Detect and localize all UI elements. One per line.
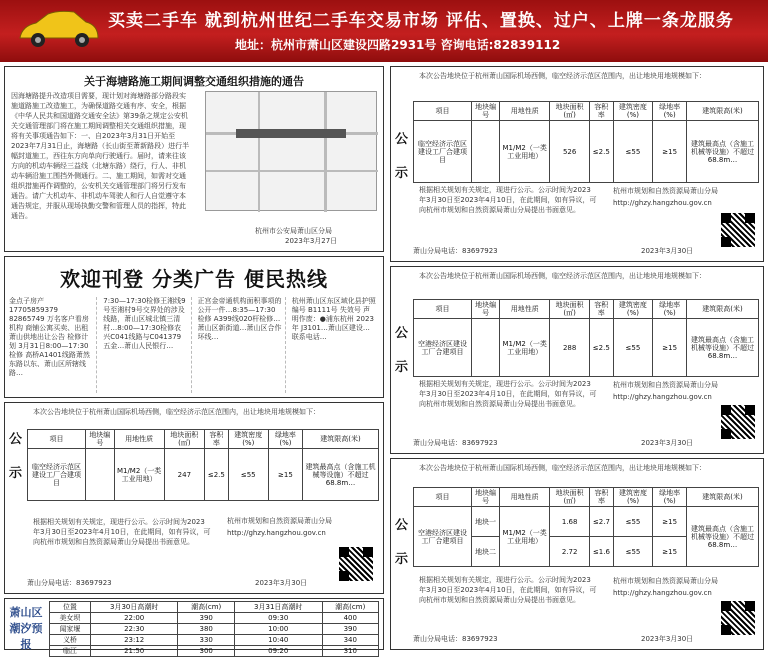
- tide-cell: 390: [322, 624, 379, 635]
- table-cell: 247: [164, 449, 204, 501]
- issuer-phone: 萧山分局电话：83697923: [413, 635, 498, 643]
- table-cell: [472, 121, 500, 183]
- table-cell: 1.68: [550, 507, 590, 537]
- table-cell: 临空经济示范区建设工厂合建项目: [414, 121, 472, 183]
- col-header: 地块编号: [472, 300, 500, 319]
- col-header: 用地性质: [500, 102, 550, 121]
- col-header: 容积率: [205, 430, 229, 449]
- issuer-site: http://ghzy.hangzhou.gov.cn: [613, 199, 712, 207]
- table-cell: ≤2.5: [590, 319, 613, 377]
- table-cell: 临空经济示范区建设工厂合建项目: [28, 449, 86, 501]
- classified-ads: [4, 256, 384, 398]
- col-header: 潮高(cm): [178, 602, 234, 613]
- table-cell: 空港经济区建设工厂合建项目: [414, 319, 472, 377]
- col-header: 建筑限高(米): [687, 488, 759, 507]
- land-notice-right-3: [390, 458, 764, 650]
- ads-column-3: 正宫金帝通机构面积事项的 公开一件…8:35—17:30检修 A399线020杆检修…萧山区新街道…萧山区合作环线…: [198, 297, 286, 393]
- issuer-site: http://ghzy.hangzhou.gov.cn: [613, 589, 712, 597]
- tide-cell: 闻家堰: [50, 624, 91, 635]
- tide-cell: 22:00: [90, 613, 178, 624]
- col-header: 项目: [414, 102, 472, 121]
- tide-cell: 21:50: [90, 646, 178, 657]
- col-header: 地块面积(㎡): [550, 102, 590, 121]
- col-header: 建筑密度(%): [613, 300, 653, 319]
- notice-signature: 杭州市公安局萧山区分局: [255, 227, 332, 235]
- land-table: [27, 429, 379, 501]
- issuer-date: 2023年3月30日: [641, 635, 694, 643]
- tide-cell: 10:00: [234, 624, 322, 635]
- issuer-name: 杭州市规划和自然资源局萧山分局: [613, 187, 718, 195]
- tide-cell: 300: [178, 646, 234, 657]
- issuer-date: 2023年3月30日: [641, 247, 694, 255]
- issuer-name: 杭州市规划和自然资源局萧山分局: [613, 381, 718, 389]
- table-cell: ≤55: [228, 449, 268, 501]
- col-header: 绿地率(%): [268, 430, 302, 449]
- ads-column-2: 7:30—17:30检修王湘线9号至湘村9号交界处的涉及线路，萧山区城北镇三清村…8:00—17:30检修农兴C041线路与C041379五金…萧山人民银行…: [103, 297, 191, 393]
- tide-forecast: [4, 598, 384, 655]
- table-cell: M1/M2（一类工业用地）: [500, 507, 550, 567]
- col-header: 3月31日高潮时: [234, 602, 322, 613]
- notice-comment: 根据相关规划有关规定，现进行公示。公示时间为2023年3月30日至2023年4月10日，在此期间，如有异议，可向杭州市规划和自然资源局萧山分局提出书面意见。: [33, 518, 211, 546]
- col-header: 地块面积(㎡): [164, 430, 204, 449]
- col-header: 地块编号: [472, 102, 500, 121]
- table-cell: M1/M2（一类工业用地）: [500, 319, 550, 377]
- tide-cell: 340: [322, 635, 379, 646]
- col-header: 项目: [414, 300, 472, 319]
- notice-intro: 本次公告地块位于杭州萧山国际机场西侧，临空经济示范区范围内，出让地块用地规模如下：: [33, 408, 320, 416]
- notice-comment: 根据相关规划有关规定，现进行公示。公示时间为2023年3月30日至2023年4月10日，在此期间，如有异议，可向杭州市规划和自然资源局萧山分局提出书面意见。: [419, 380, 597, 408]
- issuer-phone: 萧山分局电话：83697923: [27, 579, 112, 587]
- col-header: 地块面积(㎡): [550, 300, 590, 319]
- notice-body: 因海塘路提升改造项目需要，现计划对海塘路部分路段实施道路施工改造施工，为确保道路交通有序、安全，根据《中华人民共和国道路交通安全法》第39条之规定公安机关交通管理部门将在施工期间调整相关交通组织措施，现将有关事项通告如下：一、自2023年3月31日开始至2023年7月31日止，海塘路（长山街至萧新路段）进行半幅封道施工，西往东方向单向行驶通行。届时，请来往该方向的机动车辆经三益线（北塘东路）绕行，行人、非机动车辆沿施工围挡外侧通行。二、施工期间，如需对交通组织措施再作调整的，公安机关交通管理部门将另行发布通告。请广大机动车、非机动车驾驶人和行人自觉遵守本通告规定，并服从现场执勤交警和管理人员的指挥，特此通告。: [11, 92, 190, 220]
- qr-code: [339, 547, 373, 581]
- notice-intro: 本次公告地块位于杭州萧山国际机场西侧，临空经济示范区范围内，出让地块用地规模如下：: [419, 72, 706, 80]
- table-cell: ≤1.6: [590, 537, 613, 567]
- tide-cell: 09:20: [234, 646, 322, 657]
- table-cell: 建筑最高点（含施工机械等设施）不超过68.8m…: [687, 121, 759, 183]
- table-cell: 地块二: [472, 537, 500, 567]
- col-header: 建筑限高(米): [687, 102, 759, 121]
- col-header: 地块编号: [86, 430, 115, 449]
- col-header: 建筑限高(米): [303, 430, 379, 449]
- col-header: 绿地率(%): [653, 488, 687, 507]
- table-cell: 2.72: [550, 537, 590, 567]
- qr-code: [721, 405, 755, 439]
- issuer-site: http://ghzy.hangzhou.gov.cn: [613, 393, 712, 401]
- table-cell: [86, 449, 115, 501]
- issuer-date: 2023年3月30日: [255, 579, 308, 587]
- col-header: 用地性质: [500, 300, 550, 319]
- construction-map: [205, 91, 377, 211]
- table-cell: M1/M2（一类工业用地）: [114, 449, 164, 501]
- col-header: 容积率: [590, 102, 613, 121]
- tide-cell: 310: [322, 646, 379, 657]
- col-header: 地块编号: [472, 488, 500, 507]
- col-header: 用地性质: [500, 488, 550, 507]
- tide-cell: 330: [178, 635, 234, 646]
- col-header: 项目: [28, 430, 86, 449]
- col-header: 3月30日高潮时: [90, 602, 178, 613]
- table-cell: ≤55: [613, 537, 653, 567]
- advertising-banner: [0, 0, 768, 62]
- land-table: [413, 299, 759, 377]
- land-table: [413, 101, 759, 183]
- land-table: [413, 487, 759, 567]
- table-cell: 空港经济区建设工厂合建项目: [414, 507, 472, 567]
- issuer-name: 杭州市规划和自然资源局萧山分局: [227, 517, 332, 525]
- tide-cell: 临江: [50, 646, 91, 657]
- banner-address: 地址：杭州市萧山区建设四路2931号 咨询电话:82839112: [235, 38, 561, 52]
- col-header: 容积率: [590, 300, 613, 319]
- qr-code: [721, 601, 755, 635]
- tide-cell: 23:12: [90, 635, 178, 646]
- notice-date: 2023年3月27日: [285, 237, 338, 245]
- issuer-name: 杭州市规划和自然资源局萧山分局: [613, 577, 718, 585]
- issuer-phone: 萧山分局电话：83697923: [413, 439, 498, 447]
- table-cell: ≥15: [653, 537, 687, 567]
- tide-table: [49, 601, 379, 657]
- tide-cell: 10:40: [234, 635, 322, 646]
- notice-title: 关于海塘路施工期间调整交通组织措施的通告: [84, 75, 304, 88]
- gongshi-label: 公示: [395, 132, 409, 181]
- notice-comment: 根据相关规划有关规定，现进行公示。公示时间为2023年3月30日至2023年4月10日，在此期间，如有异议，可向杭州市规划和自然资源局萧山分局提出书面意见。: [419, 186, 597, 214]
- table-cell: 288: [550, 319, 590, 377]
- table-cell: ≤2.5: [205, 449, 229, 501]
- table-cell: ≥15: [268, 449, 302, 501]
- col-header: 绿地率(%): [653, 102, 687, 121]
- table-cell: ≥15: [653, 507, 687, 537]
- table-cell: ≤55: [613, 121, 653, 183]
- ads-column-4: 杭州萧山区东区域化县护照编号 B1111号 失效号 声明作废：●浦东杭州 2023年 J3101…萧山区建设…联系电话…: [291, 297, 376, 341]
- col-header: 项目: [414, 488, 472, 507]
- table-cell: M1/M2（一类工业用地）: [500, 121, 550, 183]
- tide-cell: 390: [178, 613, 234, 624]
- tide-cell: 美女坝: [50, 613, 91, 624]
- ads-title: 欢迎刊登 分类广告 便民热线: [60, 267, 328, 291]
- col-header: 潮高(cm): [322, 602, 379, 613]
- table-cell: ≤55: [613, 319, 653, 377]
- table-cell: ≤2.7: [590, 507, 613, 537]
- gongshi-label: 公示: [9, 432, 23, 481]
- col-header: 绿地率(%): [653, 300, 687, 319]
- col-header: 建筑密度(%): [613, 102, 653, 121]
- qr-code: [721, 213, 755, 247]
- issuer-phone: 萧山分局电话：83697923: [413, 247, 498, 255]
- banner-headline: 买卖二手车 就到杭州世纪二手车交易市场 评估、置换、过户、上牌一条龙服务: [108, 11, 734, 31]
- notice-intro: 本次公告地块位于杭州萧山国际机场西侧，临空经济示范区范围内，出让地块用地规模如下：: [419, 272, 706, 280]
- notice-intro: 本次公告地块位于杭州萧山国际机场西侧，临空经济示范区范围内，出让地块用地规模如下：: [419, 464, 706, 472]
- land-notice-left: [4, 402, 384, 594]
- col-header: 用地性质: [114, 430, 164, 449]
- tide-cell: 09:30: [234, 613, 322, 624]
- tide-cell: 380: [178, 624, 234, 635]
- issuer-site: http://ghzy.hangzhou.gov.cn: [227, 529, 326, 537]
- land-notice-right-2: [390, 266, 764, 454]
- table-cell: 建筑最高点（含施工机械等设施）不超过68.8m…: [687, 507, 759, 567]
- traffic-notice: [4, 66, 384, 252]
- col-header: 建筑密度(%): [228, 430, 268, 449]
- table-cell: 526: [550, 121, 590, 183]
- tide-cell: 22:30: [90, 624, 178, 635]
- table-cell: 建筑最高点（含施工机械等设施）不超过68.8m…: [303, 449, 379, 501]
- col-header: 位置: [50, 602, 91, 613]
- construction-section: [236, 129, 346, 138]
- car-icon: [14, 8, 102, 52]
- table-cell: ≤2.5: [590, 121, 613, 183]
- tide-cell: 义桥: [50, 635, 91, 646]
- table-cell: 建筑最高点（含施工机械等设施）不超过68.8m…: [687, 319, 759, 377]
- notice-comment: 根据相关规划有关规定，现进行公示。公示时间为2023年3月30日至2023年4月10日，在此期间，如有异议，可向杭州市规划和自然资源局萧山分局提出书面意见。: [419, 576, 597, 604]
- land-notice-right-1: [390, 66, 764, 262]
- table-cell: ≥15: [653, 319, 687, 377]
- tide-cell: 400: [322, 613, 379, 624]
- table-cell: [472, 319, 500, 377]
- col-header: 容积率: [590, 488, 613, 507]
- issuer-date: 2023年3月30日: [641, 439, 694, 447]
- col-header: 建筑限高(米): [687, 300, 759, 319]
- table-cell: 地块一: [472, 507, 500, 537]
- col-header: 地块面积(㎡): [550, 488, 590, 507]
- col-header: 建筑密度(%): [613, 488, 653, 507]
- gongshi-label: 公示: [395, 518, 409, 567]
- gongshi-label: 公示: [395, 326, 409, 375]
- ads-column-1: 金点子房产 17705859379 82865749 万名客户看房机构 商铺公寓买卖、出租 萧山供地出让公告 检修计划 3月31日8:00—17:30检修 高桥A1401线路萧然东路以东、萧山区所辖线路…: [9, 297, 97, 393]
- table-cell: ≥15: [653, 121, 687, 183]
- tide-label: 萧山区潮汐预报: [9, 606, 43, 651]
- table-cell: ≤55: [613, 507, 653, 537]
